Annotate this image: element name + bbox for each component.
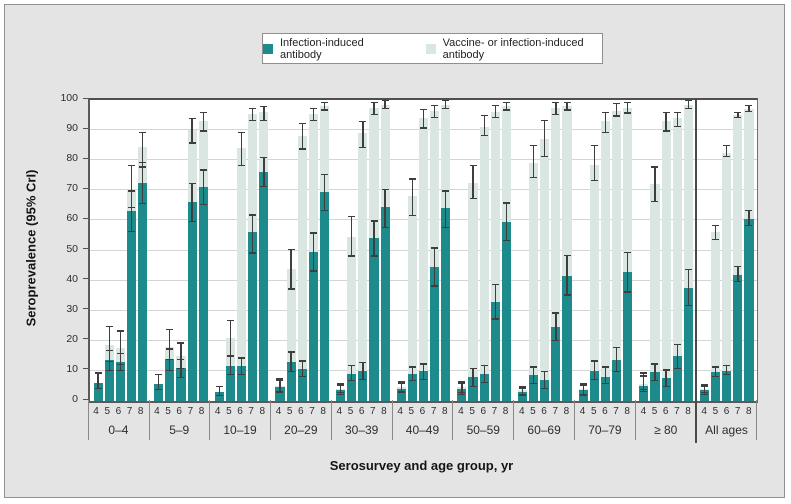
age-group-label: All ages: [705, 423, 748, 437]
error-bar-infection: [382, 189, 389, 228]
error-bar-infection: [371, 220, 378, 256]
bar-column-survey-6: [662, 100, 671, 401]
bar-column-survey-8: [259, 100, 268, 401]
survey-number-label: 5: [469, 406, 475, 417]
bar-infection: [430, 267, 439, 401]
bar-column-survey-4: [518, 100, 527, 401]
survey-number-label: 5: [226, 406, 232, 417]
error-bar-infection: [613, 347, 620, 373]
error-bar-infection: [398, 383, 405, 394]
bar-vaccine-or-infection: [722, 153, 731, 401]
error-bar-vaccine-or-infection: [734, 112, 741, 118]
survey-number-label: 4: [701, 406, 707, 417]
error-bar-infection: [106, 350, 113, 371]
survey-number-label: 6: [115, 406, 122, 417]
bar-column-survey-4: [457, 100, 466, 401]
survey-number-group: [331, 406, 392, 417]
bar-column-survey-7: [733, 100, 742, 401]
error-bar-infection: [431, 247, 438, 286]
survey-number-group: [210, 406, 271, 417]
error-bar-infection: [288, 351, 295, 372]
error-bar-vaccine-or-infection: [249, 108, 256, 122]
bar-column-survey-6: [298, 100, 307, 401]
error-bar-infection: [299, 360, 306, 377]
bar-column-survey-6: [601, 100, 610, 401]
y-tick-label: 20: [66, 332, 78, 345]
error-bar-vaccine-or-infection: [470, 165, 477, 200]
y-tick-label: 60: [66, 212, 78, 225]
survey-number-label: 4: [518, 406, 525, 417]
bar-column-survey-5: [105, 100, 114, 401]
y-tick-label: 80: [66, 152, 78, 165]
survey-number-label: 5: [530, 406, 536, 417]
survey-number-label: 8: [259, 406, 266, 417]
error-bar-vaccine-or-infection: [227, 320, 234, 356]
bar-group-20–29: [272, 100, 333, 401]
survey-number-label: 8: [441, 406, 448, 417]
survey-number-label: 5: [590, 406, 597, 417]
survey-number-label: 7: [734, 406, 741, 417]
bar-column-survey-6: [480, 100, 489, 401]
error-bar-vaccine-or-infection: [431, 105, 438, 119]
error-bar-infection: [227, 356, 234, 376]
survey-number-label: 7: [430, 406, 437, 417]
bar-vaccine-or-infection: [480, 127, 489, 401]
x-axis-title: Serosurvey and age group, yr: [329, 458, 514, 473]
y-tick-label: 10: [66, 362, 78, 375]
x-axis-labels: [88, 400, 757, 442]
error-bar-infection: [663, 369, 670, 387]
bar-column-survey-5: [287, 100, 296, 401]
error-bar-infection: [745, 210, 752, 227]
error-bar-vaccine-or-infection: [613, 103, 620, 117]
error-bar-infection: [128, 190, 135, 232]
bar-column-survey-8: [684, 100, 693, 401]
bar-column-survey-5: [408, 100, 417, 401]
bar-infection: [369, 238, 378, 401]
all-ages-separator-line: [695, 98, 697, 443]
error-bar-infection: [321, 174, 328, 212]
bar-column-survey-4: [397, 100, 406, 401]
plot-area: [88, 98, 758, 403]
bar-infection: [744, 219, 753, 401]
error-bar-infection: [674, 344, 681, 370]
error-bar-vaccine-or-infection: [685, 100, 692, 109]
bar-column-survey-7: [430, 100, 439, 401]
error-bar-infection: [481, 365, 488, 383]
bar-column-survey-8: [381, 100, 390, 401]
bar-infection: [502, 222, 511, 401]
survey-number-label: 5: [651, 406, 658, 417]
error-bar-vaccine-or-infection: [442, 100, 449, 109]
error-bar-infection: [602, 366, 609, 384]
error-bar-infection: [420, 363, 427, 380]
bar-column-survey-8: [441, 100, 450, 401]
error-bar-infection: [260, 157, 267, 187]
error-bar-infection: [409, 366, 416, 381]
bar-column-survey-8: [562, 100, 571, 401]
error-bar-vaccine-or-infection: [712, 225, 719, 240]
y-tick-label: 100: [60, 92, 78, 104]
age-group-label: 5–9: [169, 423, 190, 437]
age-group-label: 40–49: [405, 423, 440, 437]
error-bar-infection: [249, 214, 256, 253]
bar-infection: [199, 187, 208, 401]
bar-column-survey-6: [237, 100, 246, 401]
bar-column-survey-7: [369, 100, 378, 401]
error-bar-vaccine-or-infection: [674, 112, 681, 127]
error-bar-infection: [95, 372, 102, 389]
survey-number-label: 8: [381, 406, 387, 417]
bar-column-survey-7: [551, 100, 560, 401]
survey-number-label: 8: [685, 406, 691, 417]
error-bar-vaccine-or-infection: [745, 105, 752, 113]
error-bar-infection: [640, 375, 647, 392]
survey-number-row: [88, 406, 757, 417]
error-bar-vaccine-or-infection: [552, 102, 559, 116]
survey-number-label: 8: [320, 406, 326, 417]
error-bar-infection: [216, 386, 223, 397]
age-group-label: 70–79: [588, 423, 622, 437]
survey-number-group: [149, 406, 210, 417]
error-bar-infection: [458, 383, 465, 395]
error-bar-infection: [139, 162, 146, 204]
age-group-label-row: [88, 423, 757, 437]
survey-number-label: 4: [154, 406, 160, 417]
error-bar-infection: [624, 252, 631, 293]
bar-column-survey-6: [116, 100, 125, 401]
bar-column-survey-5: [711, 100, 720, 401]
survey-number-label: 6: [419, 406, 426, 417]
survey-number-label: 7: [491, 406, 498, 417]
error-bar-infection: [359, 362, 366, 380]
error-bar-infection: [580, 384, 587, 396]
bar-column-survey-4: [94, 100, 103, 401]
survey-number-label: 4: [458, 406, 464, 417]
legend: [262, 33, 603, 64]
bar-group-30–39: [333, 100, 394, 401]
error-bar-infection: [310, 232, 317, 271]
vaccine-swatch-icon: [426, 44, 436, 54]
bar-column-survey-8: [138, 100, 147, 401]
bar-column-survey-5: [347, 100, 356, 401]
y-tick-label: 90: [66, 122, 78, 135]
error-bar-vaccine-or-infection: [238, 132, 245, 167]
bar-column-survey-4: [579, 100, 588, 401]
error-bar-infection: [442, 190, 449, 228]
error-bar-infection: [189, 183, 196, 222]
survey-number-label: 5: [408, 406, 415, 417]
survey-number-label: 4: [579, 406, 586, 417]
bar-column-survey-7: [612, 100, 621, 401]
bar-column-survey-5: [165, 100, 174, 401]
age-group-label: 20–29: [284, 423, 318, 437]
bar-column-survey-8: [502, 100, 511, 401]
error-bar-vaccine-or-infection: [602, 112, 609, 133]
survey-number-label: 7: [248, 406, 254, 417]
error-bar-vaccine-or-infection: [651, 166, 658, 202]
survey-number-group: [270, 406, 331, 417]
age-group-label: 30–39: [344, 423, 379, 437]
error-bar-vaccine-or-infection: [420, 109, 427, 129]
age-group-label: 50–59: [466, 423, 500, 437]
error-bar-infection: [276, 380, 283, 394]
error-bar-infection: [519, 387, 526, 396]
survey-number-label: 6: [602, 406, 608, 417]
error-bar-infection: [177, 359, 184, 379]
y-tick-label: 50: [66, 242, 78, 255]
bar-column-survey-4: [215, 100, 224, 401]
bar-vaccine-or-infection: [529, 163, 538, 401]
bar-group-50–59: [454, 100, 515, 401]
bar-infection: [127, 211, 136, 401]
bar-column-survey-4: [275, 100, 284, 401]
bar-column-survey-6: [176, 100, 185, 401]
bar-column-survey-7: [248, 100, 257, 401]
error-bar-infection: [155, 374, 162, 391]
y-tick-label: 40: [66, 272, 78, 285]
error-bar-vaccine-or-infection: [503, 102, 510, 111]
error-bar-vaccine-or-infection: [310, 108, 317, 122]
bar-infection: [320, 192, 329, 401]
survey-number-label: 8: [137, 406, 144, 417]
survey-number-label: 6: [662, 406, 669, 417]
error-bar-vaccine-or-infection: [189, 118, 196, 144]
error-bar-infection: [530, 366, 537, 384]
survey-number-label: 6: [723, 406, 730, 417]
bar-infection: [309, 252, 318, 401]
error-bar-infection: [492, 284, 499, 320]
bar-column-survey-5: [650, 100, 659, 401]
error-bar-vaccine-or-infection: [564, 102, 571, 111]
error-bar-infection: [503, 202, 510, 241]
bar-vaccine-or-infection: [419, 118, 428, 401]
survey-number-label: 4: [275, 406, 282, 417]
bar-group-70–79: [575, 100, 636, 401]
legend-label-infection: Infection-induced antibody: [280, 36, 364, 61]
survey-number-label: 5: [286, 406, 293, 417]
bar-infection: [381, 207, 390, 401]
error-bar-infection: [348, 365, 355, 382]
bar-column-survey-8: [199, 100, 208, 401]
legend-item-infection: [263, 37, 390, 61]
y-tick-label: 30: [66, 302, 78, 315]
error-bar-infection: [701, 386, 708, 395]
bar-column-survey-5: [468, 100, 477, 401]
bar-infection: [188, 202, 197, 401]
survey-number-label: 4: [93, 406, 99, 417]
survey-number-label: 8: [624, 406, 630, 417]
bar-column-survey-7: [127, 100, 136, 401]
error-bar-infection: [238, 357, 245, 375]
error-bar-infection: [651, 363, 658, 381]
bar-column-survey-6: [722, 100, 731, 401]
survey-number-label: 8: [563, 406, 570, 417]
bar-column-survey-8: [744, 100, 753, 401]
error-bar-vaccine-or-infection: [200, 112, 207, 132]
error-bar-infection: [200, 169, 207, 205]
bar-group-5–9: [151, 100, 212, 401]
bar-column-survey-7: [673, 100, 682, 401]
error-bar-infection: [117, 353, 124, 371]
error-bar-vaccine-or-infection: [492, 105, 499, 119]
bar-infection: [733, 275, 742, 401]
bar-column-survey-7: [309, 100, 318, 401]
survey-number-label: 6: [298, 406, 304, 417]
y-tick-label: 0: [72, 393, 78, 405]
survey-number-group: [575, 406, 636, 417]
error-bar-vaccine-or-infection: [299, 123, 306, 150]
bar-group-10–19: [211, 100, 272, 401]
bar-infection: [259, 172, 268, 401]
error-bar-vaccine-or-infection: [624, 102, 631, 114]
bar-infection: [441, 208, 450, 401]
error-bar-vaccine-or-infection: [321, 102, 328, 111]
bar-column-survey-4: [336, 100, 345, 401]
bar-column-survey-5: [529, 100, 538, 401]
survey-number-label: 7: [674, 406, 680, 417]
bar-column-survey-6: [540, 100, 549, 401]
age-group-label: 60–69: [527, 423, 561, 437]
survey-number-label: 6: [480, 406, 487, 417]
survey-number-group: [635, 406, 696, 417]
survey-number-label: 8: [198, 406, 205, 417]
y-axis-title: Seroprevalence (95% CrI): [23, 169, 39, 327]
error-bar-vaccine-or-infection: [723, 145, 730, 157]
bar-column-survey-4: [154, 100, 163, 401]
bar-vaccine-or-infection: [662, 121, 671, 401]
bar-infection: [248, 232, 257, 401]
survey-number-label: 5: [347, 406, 354, 417]
survey-number-label: 7: [187, 406, 194, 417]
survey-number-label: 5: [712, 406, 719, 417]
survey-number-label: 5: [104, 406, 111, 417]
survey-number-group: [392, 406, 453, 417]
bar-group-0–4: [90, 100, 151, 401]
survey-number-group: [88, 406, 149, 417]
bar-column-survey-6: [419, 100, 428, 401]
bar-groups-container: [90, 100, 757, 401]
bar-group-60–69: [514, 100, 575, 401]
survey-number-group: [696, 406, 757, 417]
bar-vaccine-or-infection: [358, 133, 367, 401]
survey-number-label: 4: [214, 406, 221, 417]
bar-column-survey-8: [320, 100, 329, 401]
error-bar-infection: [541, 371, 548, 389]
survey-number-label: 4: [336, 406, 343, 417]
bar-vaccine-or-infection: [601, 121, 610, 401]
survey-number-label: 5: [165, 406, 171, 417]
error-bar-vaccine-or-infection: [541, 120, 548, 158]
survey-number-label: 7: [552, 406, 559, 417]
survey-number-label: 7: [126, 406, 133, 417]
survey-number-group: [514, 406, 575, 417]
y-axis: [41, 92, 88, 405]
error-bar-vaccine-or-infection: [530, 145, 537, 178]
bar-group-≥ 80: [636, 100, 697, 401]
bar-column-survey-4: [639, 100, 648, 401]
bar-column-survey-7: [188, 100, 197, 401]
bar-group-40–49: [393, 100, 454, 401]
error-bar-infection: [591, 360, 598, 380]
error-bar-infection: [685, 269, 692, 307]
error-bar-vaccine-or-infection: [663, 112, 670, 132]
age-group-label: 10–19: [223, 423, 257, 437]
survey-number-label: 6: [541, 406, 547, 417]
survey-number-group: [453, 406, 514, 417]
age-group-label: ≥ 80: [654, 423, 678, 437]
survey-number-label: 7: [309, 406, 315, 417]
y-tick-label: 70: [66, 182, 78, 195]
error-bar-infection: [552, 312, 559, 341]
error-bar-infection: [166, 348, 173, 371]
bar-column-survey-5: [226, 100, 235, 401]
error-bar-vaccine-or-infection: [409, 178, 416, 216]
error-bar-vaccine-or-infection: [348, 216, 355, 257]
survey-number-label: 8: [746, 406, 752, 417]
survey-number-label: 7: [370, 406, 376, 417]
error-bar-vaccine-or-infection: [481, 115, 488, 136]
error-bar-infection: [337, 384, 344, 395]
survey-number-label: 6: [176, 406, 182, 417]
age-group-label: 0–4: [108, 423, 129, 437]
legend-item-vaccine: [426, 37, 602, 61]
bar-column-survey-4: [700, 100, 709, 401]
bar-infection: [138, 183, 147, 401]
bar-column-survey-6: [358, 100, 367, 401]
bar-vaccine-or-infection: [540, 139, 549, 401]
error-bar-vaccine-or-infection: [260, 106, 267, 121]
bar-column-survey-5: [590, 100, 599, 401]
infection-swatch-icon: [263, 44, 273, 54]
survey-number-label: 4: [640, 406, 647, 417]
survey-number-label: 6: [358, 406, 365, 417]
error-bar-vaccine-or-infection: [359, 121, 366, 148]
error-bar-infection: [712, 366, 719, 377]
survey-number-label: 4: [397, 406, 403, 417]
error-bar-infection: [470, 368, 477, 388]
bar-group-All ages: [696, 100, 757, 401]
bar-column-survey-7: [491, 100, 500, 401]
survey-number-label: 6: [237, 406, 243, 417]
survey-number-label: 7: [613, 406, 619, 417]
error-bar-infection: [734, 266, 741, 283]
figure-panel: [4, 4, 785, 498]
error-bar-vaccine-or-infection: [288, 249, 295, 290]
error-bar-infection: [564, 255, 571, 296]
survey-number-label: 8: [502, 406, 509, 417]
bar-column-survey-8: [623, 100, 632, 401]
error-bar-infection: [723, 365, 730, 376]
error-bar-vaccine-or-infection: [591, 145, 598, 181]
error-bar-vaccine-or-infection: [382, 100, 389, 109]
error-bar-vaccine-or-infection: [371, 102, 378, 116]
bar-infection: [722, 371, 731, 401]
legend-label-vaccine: Vaccine- or infection-induced antibody: [442, 36, 584, 61]
